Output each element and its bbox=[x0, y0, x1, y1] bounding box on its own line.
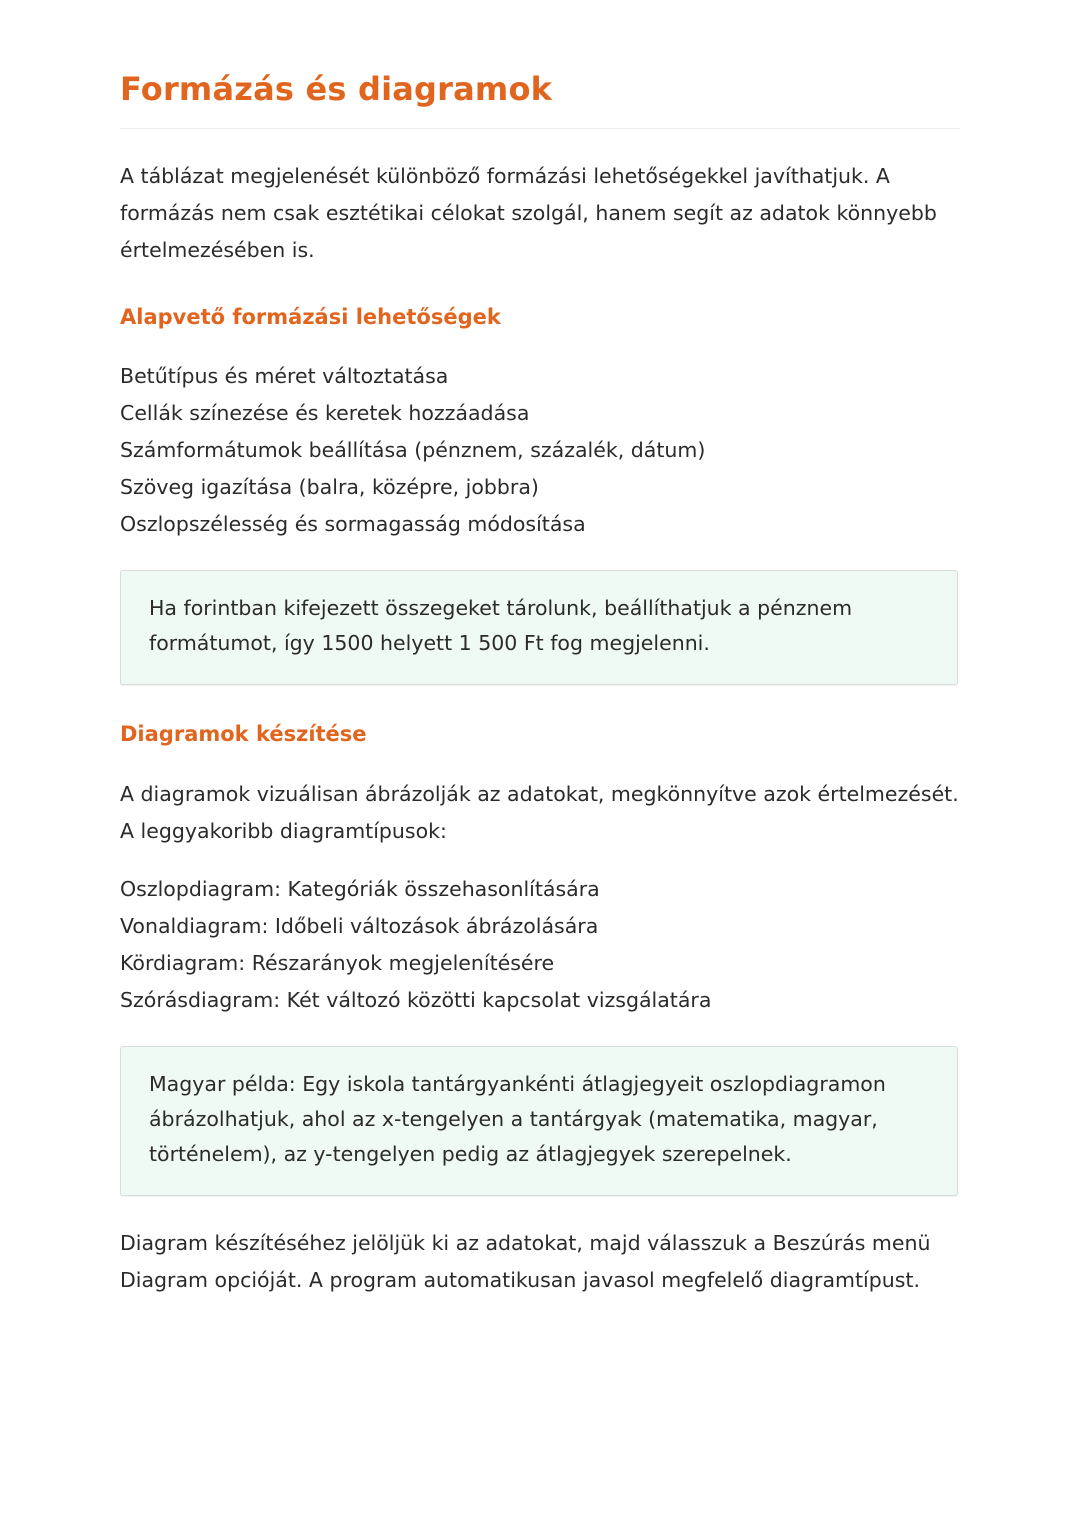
list-item: Oszlopdiagram: Kategóriák összehasonlítására bbox=[120, 877, 600, 901]
intro-paragraph: A táblázat megjelenését különböző formázási lehetőségekkel javíthatjuk. A formázás nem csak esztétikai célokat szolgál, hanem segít az adatok könnyebb értelmezésében is. bbox=[120, 164, 937, 262]
charts-intro-paragraph: A diagramok vizuálisan ábrázolják az adatokat, megkönnyítve azok értelmezését. A leggyakoribb diagramtípusok: bbox=[120, 782, 959, 843]
chart-types-list bbox=[120, 871, 711, 1019]
hungarian-example-note bbox=[120, 1046, 958, 1196]
currency-example-note bbox=[120, 570, 958, 685]
section-heading-charts: Diagramok készítése bbox=[120, 722, 367, 746]
list-item: Oszlopszélesség és sormagasság módosítása bbox=[120, 512, 586, 536]
list-item: Szórásdiagram: Két változó közötti kapcsolat vizsgálatára bbox=[120, 988, 712, 1012]
list-item: Kördiagram: Részarányok megjelenítésére bbox=[120, 951, 555, 975]
page-title: Formázás és diagramok bbox=[120, 70, 553, 108]
list-item: Cellák színezése és keretek hozzáadása bbox=[120, 401, 530, 425]
list-item: Betűtípus és méret változtatása bbox=[120, 364, 449, 388]
note-text: Ha forintban kifejezett összegeket tárolunk, beállíthatjuk a pénznem formátumot, így 1500 helyett 1 500 Ft fog megjelenni. bbox=[149, 596, 853, 655]
title-divider bbox=[120, 128, 960, 129]
note-text: Magyar példa: Egy iskola tantárgyankénti átlagjegyeit oszlopdiagramon ábrázolhatjuk, ahol az x-tengelyen a tantárgyak (matematika, magyar, történelem), az y-tengelyen pedig az átlagjegyek szerepelnek. bbox=[149, 1072, 886, 1166]
formatting-options-list bbox=[120, 358, 705, 543]
section-heading-formatting: Alapvető formázási lehetőségek bbox=[120, 305, 501, 329]
list-item: Számformátumok beállítása (pénznem, százalék, dátum) bbox=[120, 438, 706, 462]
list-item: Vonaldiagram: Időbeli változások ábrázolására bbox=[120, 914, 599, 938]
list-item: Szöveg igazítása (balra, középre, jobbra) bbox=[120, 475, 539, 499]
charts-outro-paragraph: Diagram készítéséhez jelöljük ki az adatokat, majd válasszuk a Beszúrás menü Diagram opcióját. A program automatikusan javasol megfelelő diagramtípust. bbox=[120, 1231, 931, 1292]
